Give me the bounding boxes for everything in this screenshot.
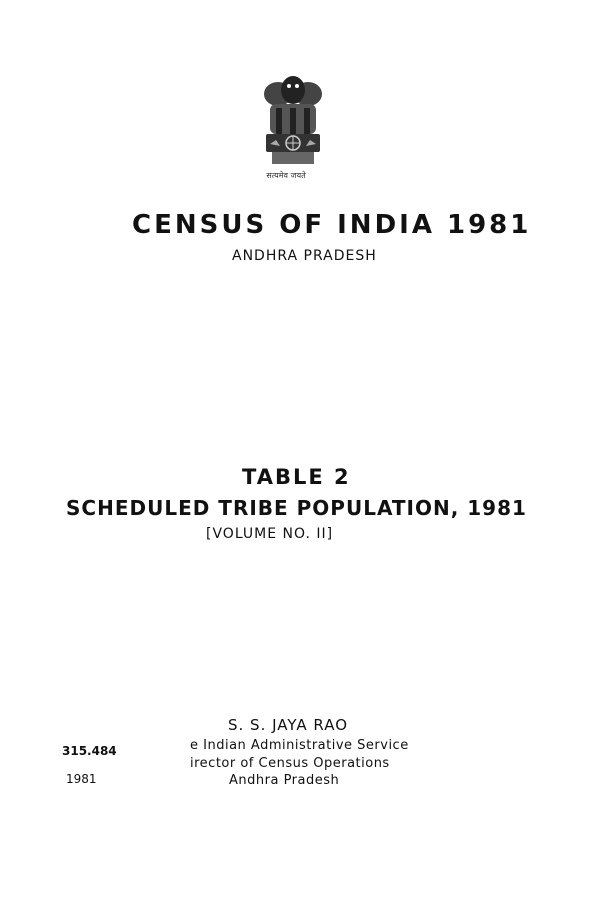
- library-call-year: 1981: [66, 772, 97, 786]
- page-title: CENSUS OF INDIA 1981: [132, 210, 532, 240]
- table-label: TABLE 2: [242, 465, 351, 489]
- author-service: e Indian Administrative Service: [190, 738, 409, 753]
- library-call-number: 315.484: [62, 744, 117, 758]
- table-title: SCHEDULED TRIBE POPULATION, 1981: [66, 496, 527, 520]
- volume-number: [VOLUME NO. II]: [206, 526, 334, 542]
- author-designation: irector of Census Operations: [190, 756, 390, 771]
- author-name: S. S. JAYA RAO: [228, 716, 349, 734]
- ashoka-emblem-icon: [248, 72, 338, 184]
- page-subtitle: ANDHRA PRADESH: [232, 248, 377, 264]
- emblem-motto: सत्यमेव जयते: [266, 171, 306, 180]
- author-state: Andhra Pradesh: [229, 773, 340, 788]
